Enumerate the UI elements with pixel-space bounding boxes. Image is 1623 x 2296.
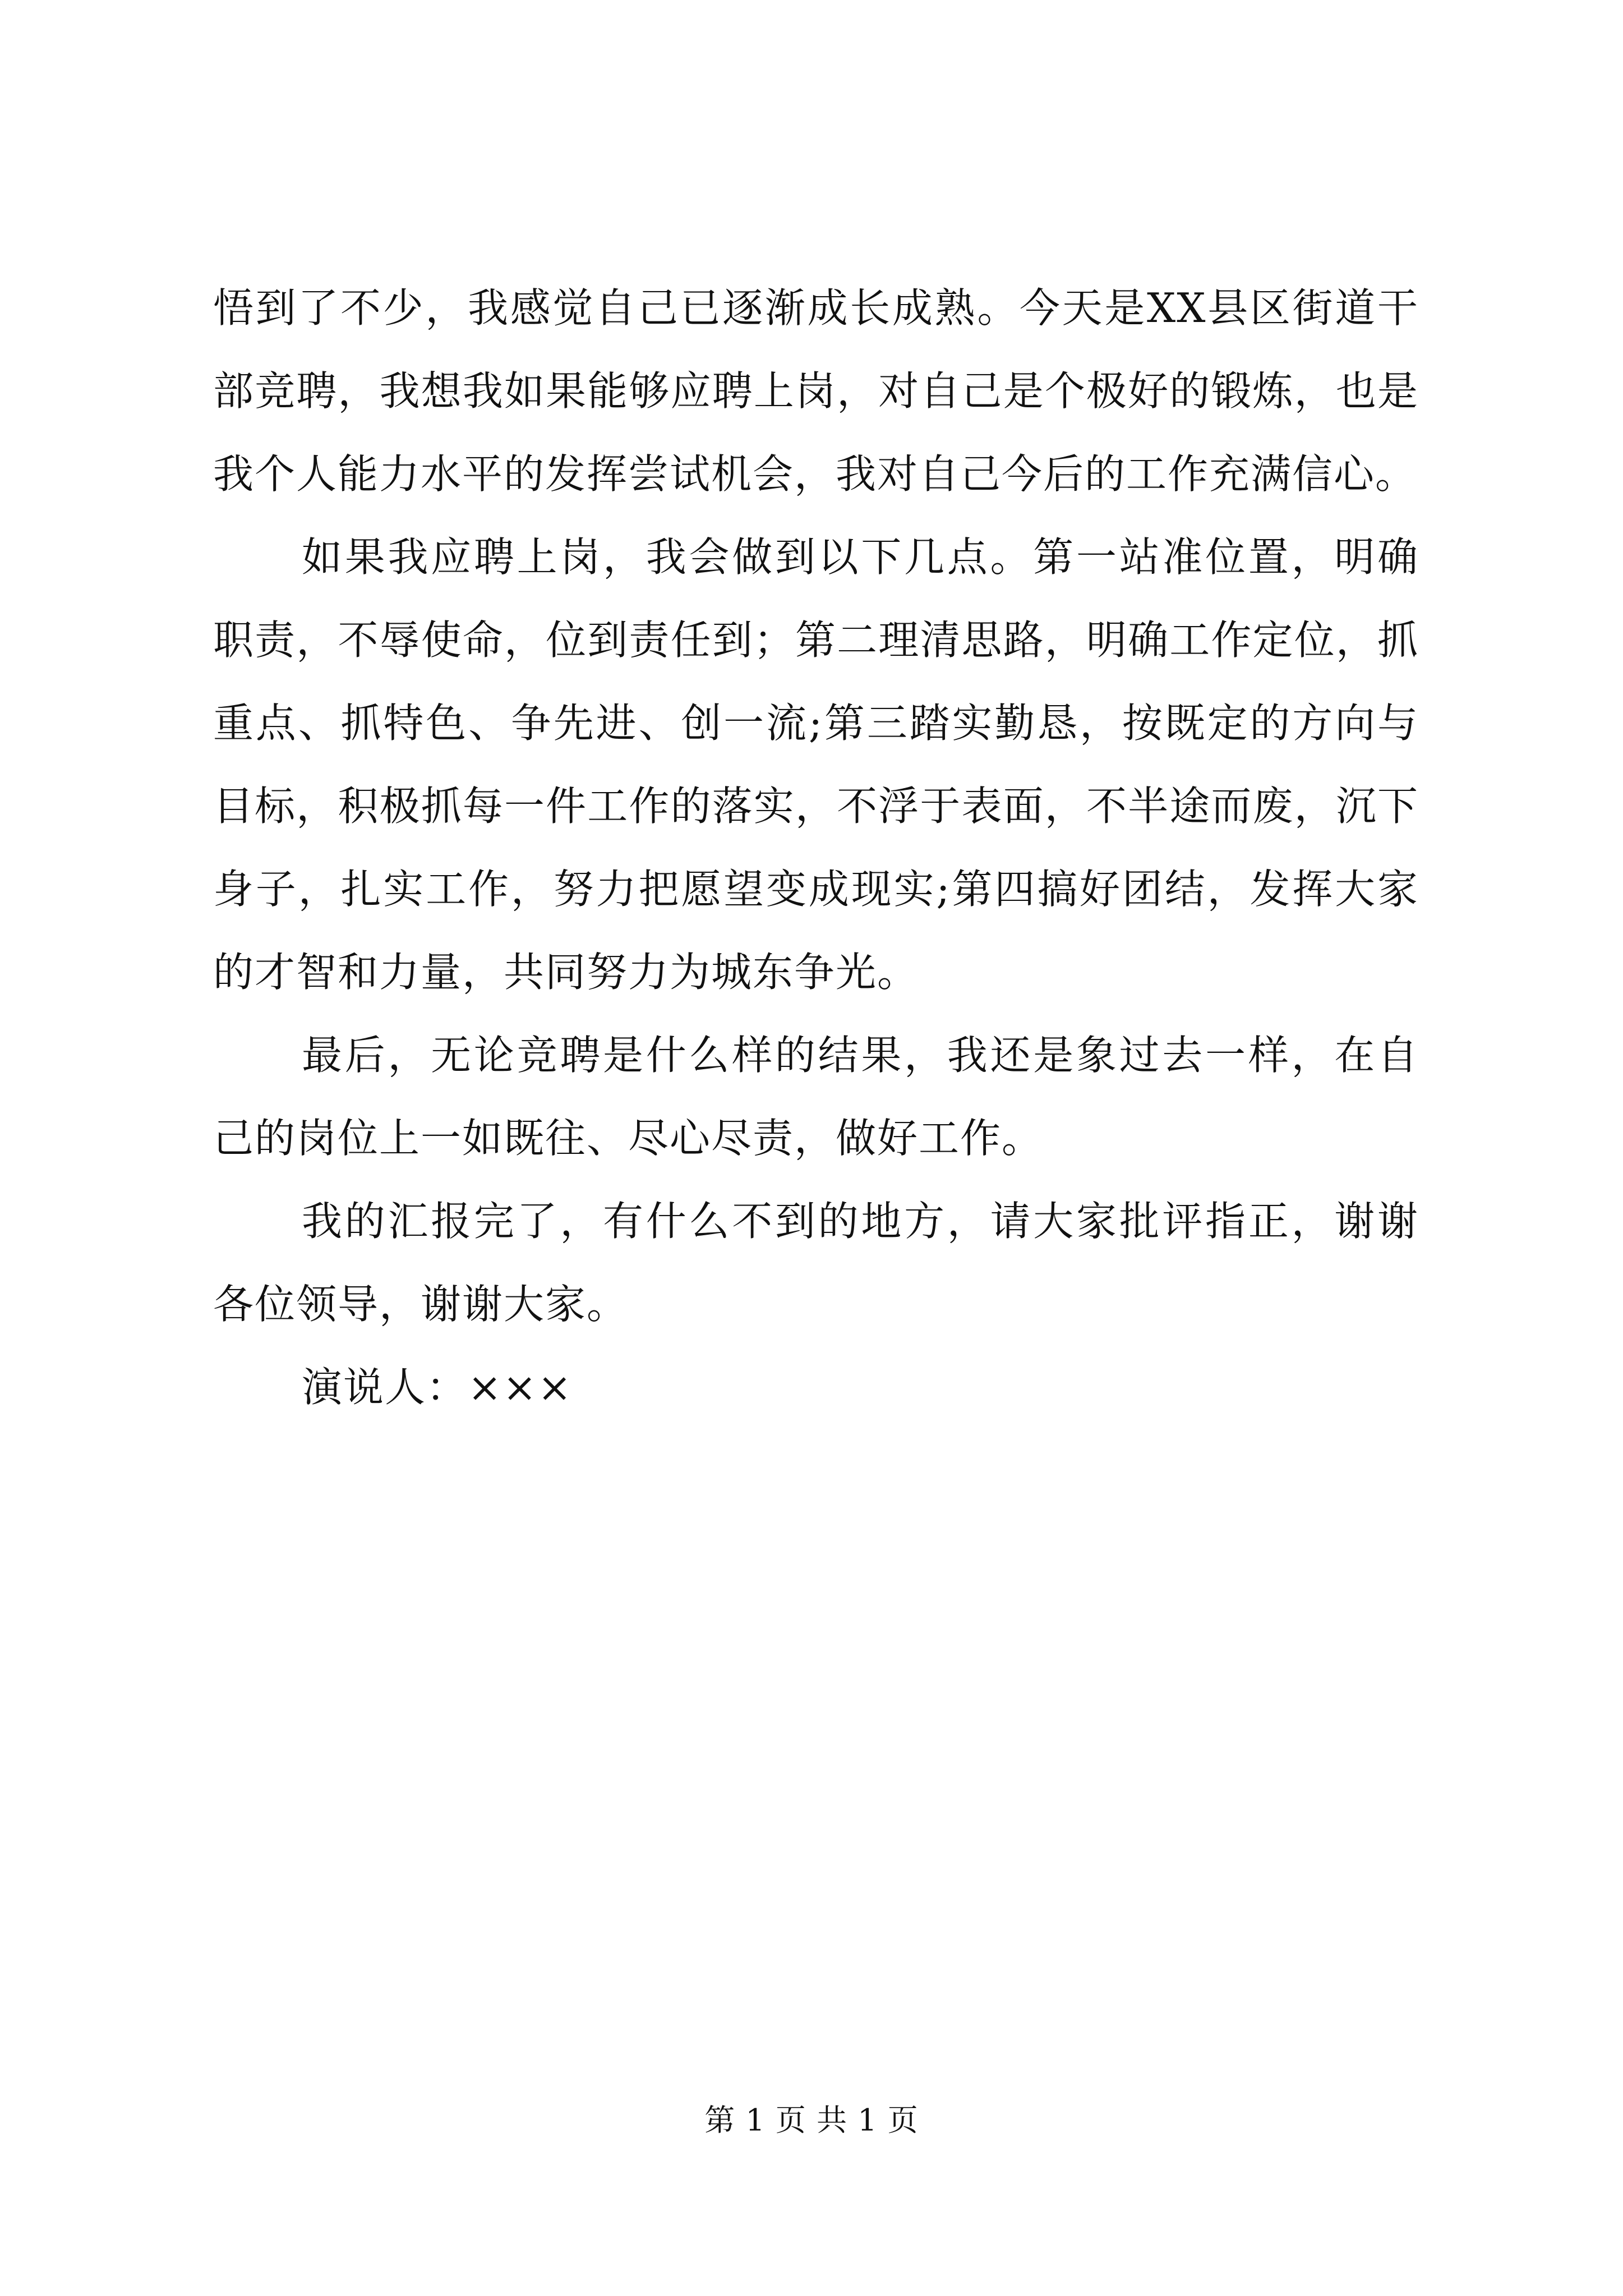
paragraph-thanks: 我的汇报完了，有什么不到的地方，请大家批评指正，谢谢各位领导，谢谢大家。 <box>213 1198 1419 1328</box>
paragraph-conclusion: 最后，无论竞聘是什么样的结果，我还是象过去一样，在自己的岗位上一如既往、尽心尽责，做好工作。 <box>213 1032 1419 1162</box>
speaker-signature: 演说人：××× <box>302 1364 573 1411</box>
page-number-footer: 第 1 页 共 1 页 <box>704 2102 919 2138</box>
document-body <box>213 266 1419 1429</box>
paragraph-commitments: 如果我应聘上岗，我会做到以下几点。第一站准位置，明确职责，不辱使命，位到责任到；第二理清思路，明确工作定位，抓重点、抓特色、争先进、创一流;第三踏实勤恳，按既定的方向与目标，积极抓每一件工作的落实，不浮于表面，不半途而废，沉下身子，扎实工作，努力把愿望变成现实;第四搞好团结，发挥大家的才智和力量，共同努力为城东争光。 <box>213 533 1419 996</box>
paragraph-continuation: 悟到了不少，我感觉自己已逐渐成长成熟。今天是XX县区街道干部竞聘，我想我如果能够应聘上岗，对自己是个极好的锻炼，也是我个人能力水平的发挥尝试机会，我对自己今后的工作充满信心。 <box>213 284 1419 498</box>
